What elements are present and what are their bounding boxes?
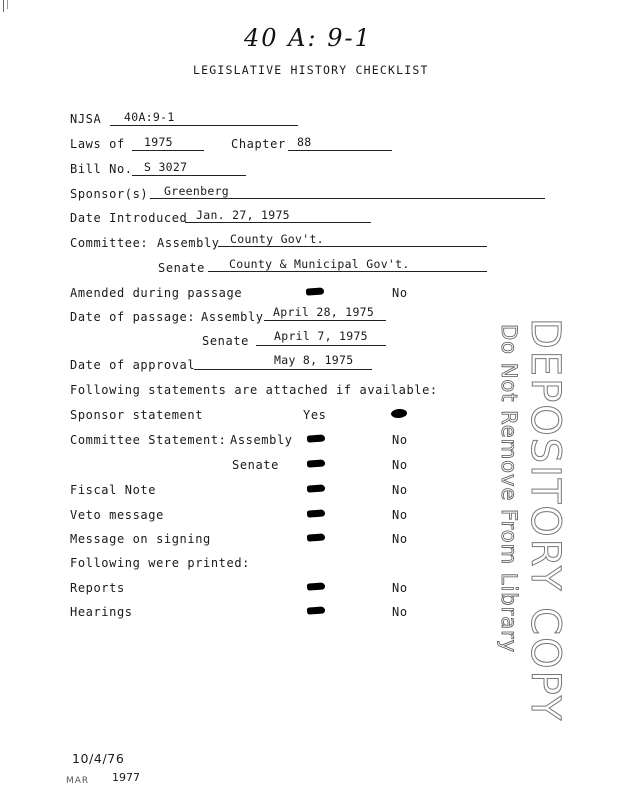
- yes-redaction-mark: [307, 434, 325, 442]
- hearings-no: No: [392, 605, 408, 619]
- date-of-passage-label: Date of passage:: [70, 310, 196, 324]
- bill-no-value: S 3027: [144, 160, 188, 174]
- message-on-signing-no: No: [392, 532, 408, 546]
- date-of-approval-value: May 8, 1975: [274, 353, 354, 367]
- committee-statement-senate-no: No: [392, 458, 408, 472]
- amended-no: No: [392, 286, 408, 300]
- passage-senate-label: Senate: [202, 334, 249, 348]
- laws-of-label: Laws of: [70, 137, 125, 151]
- committee-senate-value: County & Municipal Gov't.: [229, 257, 410, 271]
- date-of-approval-underline: [194, 369, 372, 370]
- laws-of-value: 1975: [144, 135, 173, 149]
- stamp-year: 1977: [112, 771, 140, 784]
- reports-label: Reports: [70, 581, 125, 595]
- passage-assembly-value: April 28, 1975: [273, 305, 375, 319]
- committee-assembly-value: County Gov't.: [230, 232, 324, 246]
- bill-no-label: Bill No.: [70, 162, 133, 176]
- yes-redaction-mark: [307, 533, 325, 541]
- hearings-label: Hearings: [70, 605, 133, 619]
- njsa-value: 40A:9-1: [124, 110, 175, 124]
- sponsor-statement-yes: Yes: [303, 408, 327, 422]
- passage-senate-value: April 7, 1975: [274, 329, 368, 343]
- scan-edge-mark: [7, 0, 9, 9]
- yes-redaction-mark: [307, 509, 325, 517]
- footer-date: 10/4/76: [72, 751, 125, 766]
- fiscal-note-label: Fiscal Note: [70, 483, 157, 497]
- page-title: LEGISLATIVE HISTORY CHECKLIST: [193, 63, 429, 77]
- printed-heading: Following were printed:: [70, 556, 250, 570]
- yes-redaction-mark: [307, 606, 325, 614]
- committee-label: Committee:: [70, 236, 149, 250]
- chapter-value: 88: [297, 135, 312, 149]
- laws-of-underline: [132, 150, 204, 151]
- date-introduced-label: Date Introduced: [70, 211, 188, 225]
- njsa-label: NJSA: [70, 112, 102, 126]
- depository-copy-stamp: DEPOSITORY COPY: [522, 318, 568, 723]
- date-introduced-value: Jan. 27, 1975: [196, 208, 290, 222]
- committee-senate-label: Senate: [158, 261, 205, 275]
- sponsors-value: Greenberg: [164, 184, 230, 198]
- date-introduced-underline: [185, 222, 371, 223]
- yes-redaction-mark: [307, 459, 325, 467]
- committee-assembly-label: Assembly: [157, 236, 220, 250]
- do-not-remove-stamp: Do Not Remove From Library: [497, 324, 521, 654]
- fiscal-note-no: No: [392, 483, 408, 497]
- chapter-underline: [288, 150, 392, 151]
- yes-redaction-mark: [306, 287, 324, 295]
- njsa-underline: [110, 125, 298, 126]
- yes-redaction-mark: [307, 484, 325, 492]
- yes-redaction-mark: [307, 582, 325, 590]
- committee-assembly-underline: [218, 246, 487, 247]
- veto-message-no: No: [392, 508, 408, 522]
- stamp-month: MAR: [66, 776, 90, 786]
- amended-label: Amended during passage: [70, 286, 243, 300]
- message-on-signing-label: Message on signing: [70, 532, 211, 546]
- sponsors-label: Sponsor(s): [70, 187, 149, 201]
- handwritten-heading: 40 A: 9-1: [244, 24, 372, 52]
- sponsors-underline: [150, 198, 545, 199]
- bill-no-underline: [132, 175, 246, 176]
- passage-senate-underline: [256, 345, 386, 346]
- committee-statement-assembly-label: Assembly: [230, 433, 293, 447]
- veto-message-label: Veto message: [70, 508, 164, 522]
- committee-statement-assembly-no: No: [392, 433, 408, 447]
- passage-assembly-label: Assembly: [201, 310, 264, 324]
- committee-statement-label: Committee Statement:: [70, 433, 227, 447]
- reports-no: No: [392, 581, 408, 595]
- statements-heading: Following statements are attached if available:: [70, 383, 438, 397]
- sponsor-statement-label: Sponsor statement: [70, 408, 204, 422]
- passage-assembly-underline: [264, 320, 386, 321]
- no-redaction-mark: [391, 408, 408, 418]
- committee-senate-underline: [208, 271, 487, 272]
- date-of-approval-label: Date of approval: [70, 358, 196, 372]
- chapter-label: Chapter: [231, 137, 286, 151]
- scan-edge-mark: [3, 0, 5, 12]
- committee-statement-senate-label: Senate: [232, 458, 279, 472]
